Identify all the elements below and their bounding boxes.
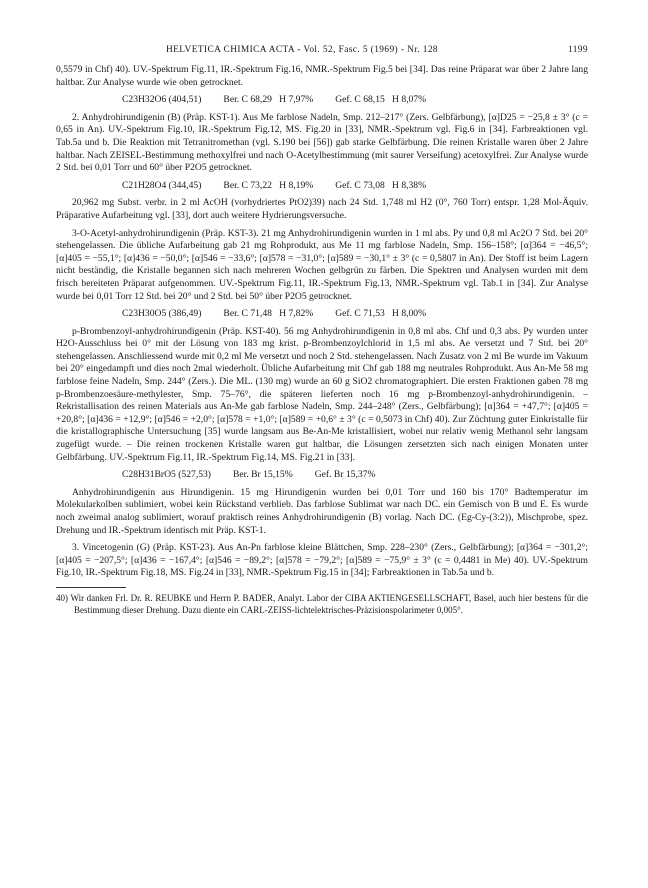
found-values: Gef. C 68,15 H 8,07% (335, 94, 427, 106)
paragraph-acetyl: 3-O-Acetyl-anhydrohirundigenin (Präp. KST-3). 21 mg Anhydrohirundigenin wurden in 1 ml abs. Py und 0,8 ml Ac2O 7 Std. bei 20° stehengelassen. Die übliche Aufarbeitung gab 21 mg Rohprodukt, aus Me 11 mg farblose Nadeln, Smp. 156–158°; [α]364 = −46,5°; [α]405 = −55,1°; [α]436 = −50,0°; [α]546 = −33,6°; [α]578 = −31,0°; [α]589 = −30,1° ± 3° (c = 0,5807 in An). Der Stoff ist beim Lagern nicht beständig, die Kristalle begannen sich nach mehreren Wochen gelbgrün zu färben. Die Spektren und Analysen wurden mit dem frisch bereiteten Präparat aufgenommen. UV.-Spektrum Fig.11, IR.-Spektrum Fig.13, NMR.-Spektrum vgl. Tab.1 in [34]. Zur Analyse wurde bei 0,01 Torr 12 Std. bei 20° und 2 Std. bei 50° über P2O5 getrocknet. (56, 227, 588, 302)
formula-text: C23H30O5 (386,49) (122, 308, 202, 320)
calculated-values: Ber. Br 15,15% (233, 469, 293, 481)
analysis-line-3 (56, 308, 588, 321)
paper-page (56, 44, 588, 616)
calculated-values: Ber. C 71,48 H 7,82% (223, 308, 314, 320)
journal-title: HELVETICA CHIMICA ACTA - Vol. 52, Fasc. 5 (1969) - Nr. 128 (166, 45, 439, 55)
paragraph-vincetogenin: 3. Vincetogenin (G) (Präp. KST-23). Aus An-Pn farblose kleine Blättchen, Smp. 228–230° (Zers., Gelbfärbung); [α]364 = −301,2°; [α]405 = −207,5°; [α]436 = −167,4°; [α]546 = −89,2°; [α]578 = −79,2°; [α]589 = −75,9° ± 3° (c = 0,4481 in Me) 40). UV.-Spektrum Fig.10, IR.-Spektrum Fig.18, MS. Fig.24 in [33], NMR.-Spektrum Fig.15 in [34]; Farbreaktionen in Tab.5a und b. (56, 542, 588, 579)
footnote-40: 40) Wir danken Frl. Dr. R. REUBKE und Herrn P. BADER, Analyt. Labor der CIBA AKTIENGESELLSCHAFT, Basel, auch hier bestens für die Bestimmung dieser Drehung. Dazu diente ein CARL-ZEISS-lichtelektrisches-Präzisionspolarimeter 0,005°. (56, 592, 588, 615)
found-values: Gef. C 73,08 H 8,38% (335, 179, 427, 191)
found-values: Gef. Br 15,37% (314, 469, 376, 481)
formula-text: C21H28O4 (344,45) (122, 179, 202, 191)
running-header (56, 44, 588, 58)
formula-text: C23H32O6 (404,51) (122, 94, 202, 106)
page-number: 1199 (567, 45, 588, 55)
calculated-values: Ber. C 68,29 H 7,97% (223, 94, 314, 106)
paragraph-brombenzoyl: p-Brombenzoyl-anhydrohirundigenin (Präp. KST-40). 56 mg Anhydrohirundigenin in 0,8 ml abs. Chf und 0,3 abs. Py wurden unter H2O-Ausschluss bei 0° mit der Lösung von 183 mg krist. p-Brombenzoylchlorid in 1,5 ml abs. Ae versetzt und 7 Std. bei 20° stehengelassen. Anschliessend wurde mit 0,2 ml Me versetzt und noch 2 Std. stehengelassen. Nach Zusatz von 2 ml Be wurde im Vakuum bei 20° eingedampft und dies noch 2mal wiederholt. Übliche Aufarbeitung mit Chf gab 188 mg neutrales Rohprodukt. Aus An-Me 58 mg farblose feine Nadeln, Smp. 244° (Zers.). Die ML. (130 mg) wurde an 60 g SiO2 chromatographiert. Die ersten Fraktionen gaben 78 mg p-Brombenzoesäure-methylester, Smp. 75–76°, die späteren lieferten noch 16 mg p-Brombenzoyl-anhydrohirundigenin. – Rekristallisation des reinen Materials aus An-Me gab farblose Nadeln, Smp. 244–248° (Zers., Gelbfärbung); [α]364 = +47,7°; [α]405 = +20,8°; [α]436 = +12,9°; [α]546 = +2,0°; [α]578 = +1,0°; [α]589 = +0,6° ± 3° (c = 0,5073 in Chf) 40). Zur Züchtung guter Einkristalle für die kristallographische Untersuchung [35] wurde langsam aus Be-An-Me kristallisiert, wobei nur relativ wenig Methanol sehr langsam zugefügt wurde. – Die reinen trockenen Kristalle waren gut haltbar, die Lösungen zersetzten sich nach einigen Monaten unter Gelbfärbung. UV.-Spektrum Fig.11, IR.-Spektrum Fig.14, MS. Fig.21 in [33]. (56, 325, 588, 463)
analysis-line-4 (56, 469, 588, 482)
paragraph-from-hirundigenin: Anhydrohirundigenin aus Hirundigenin. 15 mg Hirundigenin wurden bei 0,01 Torr und 160 bis 170° Badtemperatur im Molekularkolben sublimiert, wobei kein Rückstand verblieb. Das farblose Sublimat war nach DC. ein Gemisch von B und E. Es wurde noch zweimal analog sublimiert, worauf praktisch reines Anhydrohirundigenin (B) vorlag. Nach DC. (Eg-Cy-(3:2)), Mischprobe, spez. Drehung und IR.-Spektrum identisch mit Präp. KST-1. (56, 486, 588, 536)
footnote-divider (56, 587, 126, 588)
paragraph-continuation: 0,5579 in Chf) 40). UV.-Spektrum Fig.11, IR.-Spektrum Fig.16, NMR.-Spektrum Fig.5 bei [34]. Das reine Präparat war über 2 Jahre lang haltbar. Zur Analyse wurde wie oben getrocknet. (56, 64, 588, 88)
analysis-line-2 (56, 180, 588, 193)
found-values: Gef. C 71,53 H 8,00% (335, 308, 427, 320)
analysis-line-1 (56, 94, 588, 107)
paragraph-hydrogenation: 20,962 mg Subst. verbr. in 2 ml AcOH (vorhydriertes PtO2)39) nach 24 Std. 1,748 ml H2 (0°, 760 Torr) entspr. 1,28 Mol-Äquiv. Präparative Aufarbeitung vgl. [33], dort auch weitere Hydrierungsversuche. (56, 197, 588, 221)
calculated-values: Ber. C 73,22 H 8,19% (223, 179, 314, 191)
paragraph-anhydrohirundigenin: 2. Anhydrohirundigenin (B) (Präp. KST-1). Aus Me farblose Nadeln, Smp. 212–217° (Zers. Gelbfärbung), [α]D25 = −25,8 ± 3° (c = 0,65 in An). UV.-Spektrum Fig.10, IR.-Spektrum Fig.12, MS. Fig.20 in [33], NMR.-Spektrum vgl. Fig.6 in [34]. Farbreaktionen vgl. Tab.5a und b. Die Reaktion mit Tetranitromethan (vgl. S.190 bei [56]) gab starke Gelbfärbung. Die reinen Kristalle waren über 2 Jahre haltbar. Nach ZEISEL-Bestimmung methoxylfrei und nach O-Acetylbestimmung (mit saurer Verseifung) acetoxylfrei. Zur Analyse wurde 2 Std. bei 0,01 Torr und 60° über P2O5 getrocknet. (56, 111, 588, 174)
formula-text: C28H31BrO5 (527,53) (122, 469, 212, 481)
